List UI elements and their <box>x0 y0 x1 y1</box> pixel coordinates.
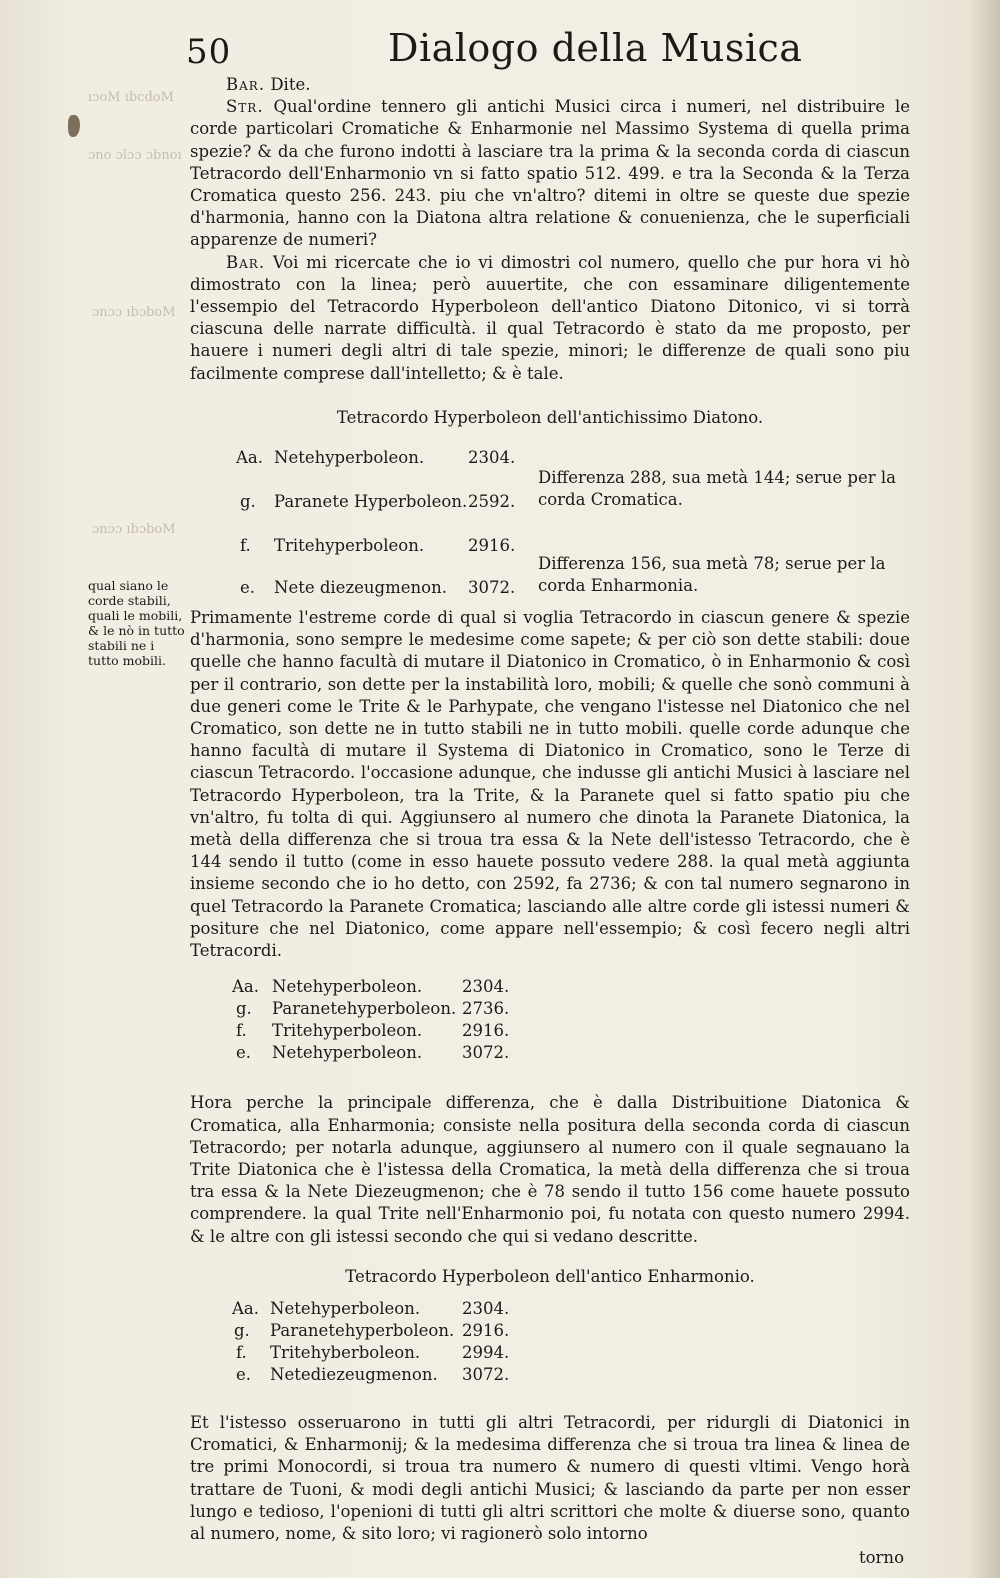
note-name: Paranetehyperboleon. <box>272 999 457 1019</box>
note-letter: e. <box>236 1043 252 1063</box>
note-letter: f. <box>236 1342 247 1362</box>
note-name: Netehyperboleon. <box>272 977 423 997</box>
note-letter: g. <box>236 999 252 1019</box>
note-number: 2592. <box>468 492 516 512</box>
catchword: torno <box>858 1548 904 1568</box>
note-number: 2304. <box>462 977 510 997</box>
note-number: 2304. <box>462 1298 510 1318</box>
note-name: Tritehyperboleon. <box>274 536 425 556</box>
note-letter: e. <box>236 1364 252 1384</box>
note-name: Netehyperboleon. <box>272 1043 423 1063</box>
speaker-label: Str. <box>226 97 264 117</box>
page-header <box>0 24 1000 74</box>
show-through-mark: ɔno ɔlɔɔ ɔbnoı <box>88 148 182 163</box>
note-number: 2916. <box>462 1021 510 1041</box>
difference-note: Differenza 156, sua metà 78; serue per la corda Enharmonia. <box>538 554 886 596</box>
page-number: 50 <box>186 32 232 72</box>
note-number: 2304. <box>468 448 516 468</box>
note-number: 2916. <box>462 1320 510 1340</box>
note-name: Paranete Hyperboleon. <box>274 492 468 512</box>
note-name: Tritehyperboleon. <box>272 1021 423 1041</box>
note-letter: Aa. <box>232 977 259 997</box>
note-name: Nete diezeugmenon. <box>274 578 447 598</box>
note-letter: Aa. <box>232 1298 259 1318</box>
note-number: 3072. <box>462 1043 510 1063</box>
note-letter: Aa. <box>236 448 263 468</box>
difference-note: Differenza 288, sua metà 144; serue per la corda Cromatica. <box>538 468 896 510</box>
dialogue-line <box>190 74 910 96</box>
note-name: Netediezeugmenon. <box>270 1364 438 1384</box>
paragraph: Hora perche la principale differenza, che è dalla Distribuitione Diatonica & Cromatica, alla Enharmonia; consiste nella positura della seconda corda di ciascun Tetracordo; per notarla adunque, aggiunsero al numero con il quale segnauano la Trite Diatonica che è l'istessa della Cromatica, la metà della differenza che si troua tra essa & la Nete Diezeugmenon; che è 78 sendo il tutto 156 come hauete possuto comprendere. la qual Trite nell'Enharmonio poi, fu notata con questo numero 2994. & le altre con gli istessi secondo che qui si vedano descritte. <box>190 1093 910 1246</box>
dialogue-text: Dite. <box>270 75 311 94</box>
dialogue-line <box>190 96 910 251</box>
dialogue-line <box>190 252 910 385</box>
note-name: Tritehyberboleon. <box>270 1342 421 1362</box>
note-number: 3072. <box>468 578 516 598</box>
note-letter: f. <box>236 1021 247 1041</box>
note-letter: e. <box>240 578 256 598</box>
note-letter: g. <box>234 1320 250 1340</box>
note-letter: f. <box>240 536 251 556</box>
text-body <box>190 74 910 1569</box>
dialogue-text: Qual'ordine tennero gli antichi Musici circa i numeri, nel distribuire le corde particolari Cromatiche & Enharmonie nel Massimo Systema di quella prima spezie? & da che furono indotti à lasciare tra la prima & la seconda corda di ciascun Tetracordo dell'Enharmonio vn si fatto spatio 512. 499. e tra la Seconda & la Terza Cromatica questo 256. 243. piu che vn'altro? ditemi in oltre se queste due spezie d'harmonia, hanno con la Diatona altra relatione & conuenienza, che le superficiali apparenze de numeri? <box>190 97 910 250</box>
table-row <box>190 535 520 557</box>
note-number: 2916. <box>468 536 516 556</box>
page-edge-shadow <box>970 0 1000 1578</box>
speaker-label: Bar. <box>226 252 266 272</box>
note-number: 2736. <box>462 999 510 1019</box>
table-row <box>190 447 520 469</box>
show-through-mark: ɔnɔɔ ıbɔboM <box>92 305 176 320</box>
show-through-mark: ıɔoM ıbcdoM <box>88 90 174 105</box>
tetracord-table-diatonic <box>190 439 910 598</box>
tetracord-table-chromatic <box>190 976 910 1070</box>
note-number: 2994. <box>462 1342 510 1362</box>
paragraph: Et l'istesso osseruarono in tutti gli altri Tetracordi, per ridurgli di Diatonici in Cromatici, & Enharmonij; & la medesima differenza che si troua tra linea & linea de tre primi Monocordi, si troua tra numero & numero di questi vltimi. Vengo horà trattare de Tuoni, & modi degli antichi Musici; & lasciando da parte per non esser lungo e tedioso, l'openioni di tutti gli altri scrittori che molte & diuerse sono, quanto al numero, nome, & sito loro; vi ragionerò solo intorno <box>190 1412 910 1543</box>
table-title: Tetracordo Hyperboleon dell'antico Enharmonio. <box>345 1266 755 1286</box>
speaker-label: Bar. <box>226 75 266 94</box>
note-number: 3072. <box>462 1364 510 1384</box>
note-letter: g. <box>240 492 256 512</box>
paragraph: Primamente l'estreme corde di qual si voglia Tetracordo in ciascun genere & spezie d'harmonia, sono sempre le medesime come sapete; & per ciò son dette stabili: doue quelle che hanno facultà di mutare il Diatonico in Cromatico, ò in Enharmonio & così per il contrario, son dette per la instabilità loro, mobili; & quelle che sonò communi à due generi come le Trite & le Parhypate, che vengano l'istesse nel Diatonico che nel Cromatico, son dette ne in tutto stabili ne in tutto mobili. quelle corde adunque che hanno facultà di mutare il Systema di Diatonico in Cromatico, sono le Terze di ciascun Tetracordo. l'occasione adunque, che indusse gli antichi Musici à lasciare nel Tetracordo Hyperboleon, tra la Trite, & la Paranete quel si fatto spatio piu che vn'altro, fu tolta di qui. Aggiunsero al numero che dinota la Paranete Diatonica, la metà della differenza che si troua tra essa & la Nete dell'istesso Tetracordo, che è 144 sendo il tutto (come in esso hauete possuto vedere 288. la qual metà aggiunta insieme secondo che io ho detto, con 2592, fa 2736; & con tal numero segnarono in quel Tetracordo la Paranete Cromatica; lasciando alle altre corde gli istessi numeri & positure che nel Diatonico, come appare nell'essempio; & così fecero negli altri Tetracordi. <box>190 608 910 961</box>
dialogue-text: Voi mi ricercate che io vi dimostri col numero, quello che pur hora vi hò dimostrato con la linea; però auuertite, che con essaminare diligentemente l'essempio del Tetracordo Hyperboleon dell'antico Diatono Ditonico, vi si torrà ciascuna delle narrate difficultà. il qual Tetracordo è stato da me proposto, per hauere i numeri degli altri di tale spezie, minori; le differenze de quali sono piu facilmente comprese dall'intelletto; & è tale. <box>190 252 910 383</box>
note-name: Paranetehyperboleon. <box>270 1320 455 1340</box>
table-row <box>190 491 520 513</box>
note-name: Netehyperboleon. <box>270 1298 421 1318</box>
note-name: Netehyperboleon. <box>274 448 425 468</box>
ink-blot <box>68 115 80 137</box>
table-title: Tetracordo Hyperboleon dell'antichissimo Diatono. <box>336 407 764 427</box>
margin-note: qual siano le corde stabili, quali le mobili, & le nò in tutto stabili ne i tutto mobili. <box>88 578 185 668</box>
table-row <box>190 577 520 599</box>
tetracord-table-enharmonic <box>190 1298 910 1392</box>
show-through-mark: ɔnɔɔ ıbɔboM <box>92 522 176 537</box>
running-title: Dialogo della Musica <box>388 26 803 70</box>
